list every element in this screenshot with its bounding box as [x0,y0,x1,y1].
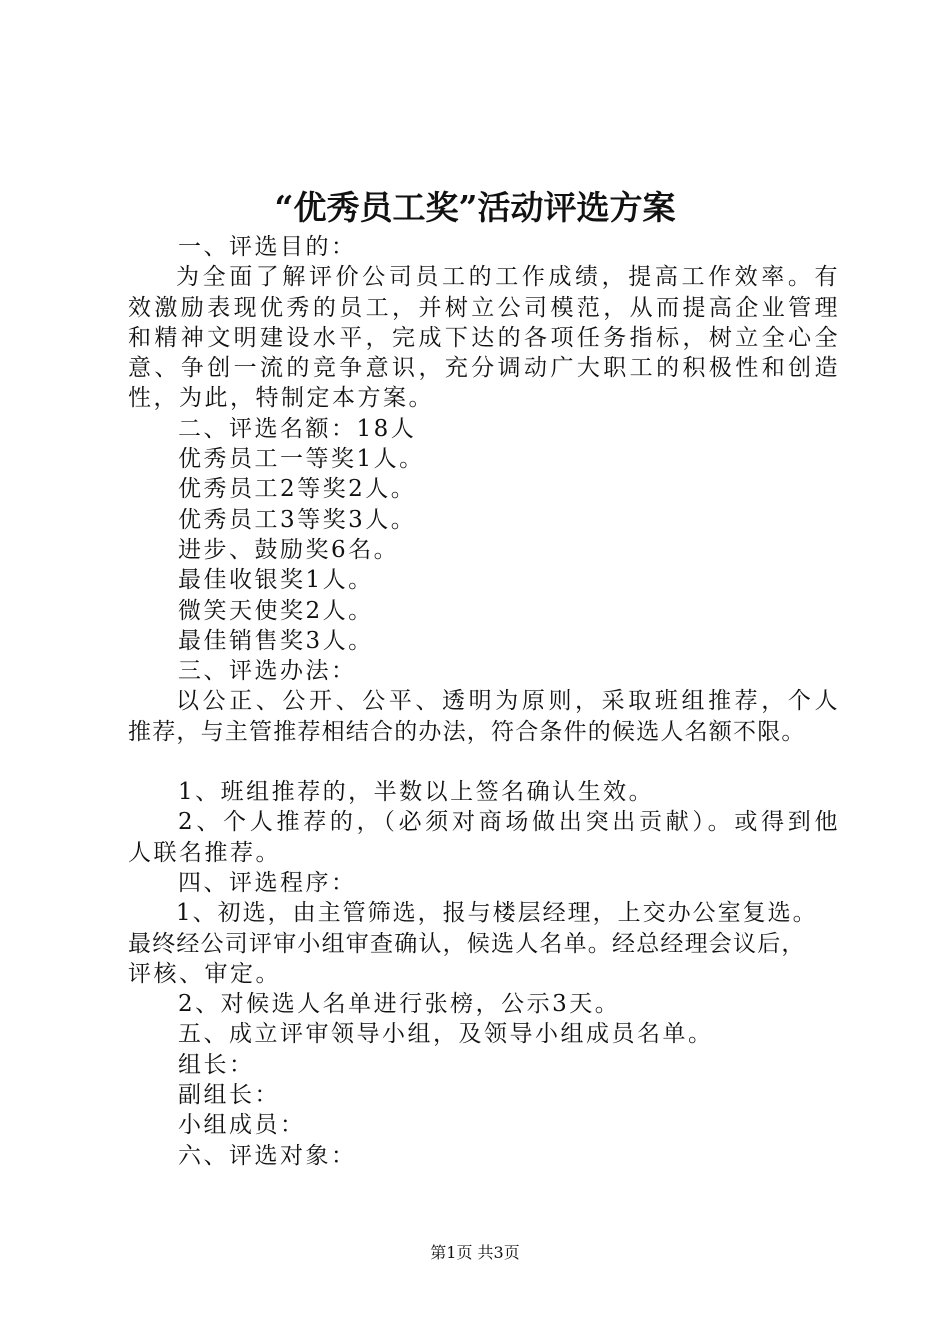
award-item: 优秀员工一等奖1人。 [178,446,425,473]
award-item: 微笑天使奖2人。 [178,597,374,624]
document-title: “优秀员工奖”活动评选方案 [274,188,676,227]
section-heading-targets: 六、评选对象： [178,1142,357,1169]
award-item: 最佳收银奖1人。 [178,567,374,594]
procedure-item: 1、初选，由主管筛选，报与楼层经理，上交办公室复选。 [176,900,818,927]
committee-deputy: 副组长： [178,1082,280,1109]
paragraph-line: 为全面了解评价公司员工的工作成绩，提高工作效率。有 [176,264,840,291]
paragraph-line: 以公正、公开、公平、透明为原则，采取班组推荐，个人 [176,688,840,715]
paragraph-line: 性，为此，特制定本方案。 [128,385,434,412]
award-item: 最佳销售奖3人。 [178,627,374,654]
paragraph-line: 评核、审定。 [128,960,281,987]
committee-members: 小组成员： [178,1112,306,1139]
award-item: 优秀员工2等奖2人。 [178,476,417,503]
paragraph-line: 意、争创一流的竞争意识，充分调动广大职工的积极性和创造 [128,355,840,382]
award-item: 优秀员工3等奖3人。 [178,506,417,533]
document-body [128,232,840,1171]
page-number: 第1页 共3页 [430,1243,520,1262]
paragraph-line: 最终经公司评审小组审查确认，候选人名单。经总经理会议后， [128,930,806,957]
blank-line [128,747,840,777]
method-item: 1、班组推荐的，半数以上签名确认生效。 [178,779,655,806]
award-item: 进步、鼓励奖6名。 [178,536,400,563]
section-heading-method: 三、评选办法： [178,658,357,685]
paragraph-line: 人联名推荐。 [128,839,281,866]
section-heading-purpose: 一、评选目的： [178,234,357,260]
paragraph-line: 推荐，与主管推荐相结合的办法，符合条件的候选人名额不限。 [128,718,806,745]
section-heading-committee: 五、成立评审领导小组，及领导小组成员名单。 [178,1021,714,1048]
paragraph-line: 效激励表现优秀的员工，并树立公司模范，从而提高企业管理 [128,294,840,321]
procedure-item: 2、对候选人名单进行张榜，公示3天。 [178,991,621,1018]
method-item: 2、个人推荐的，（必须对商场做出突出贡献）。或得到他 [178,809,840,836]
section-heading-quota: 二、评选名额：18人 [178,415,417,442]
paragraph-line: 和精神文明建设水平，完成下达的各项任务指标，树立全心全 [128,324,840,351]
section-heading-procedure: 四、评选程序： [178,869,357,896]
committee-leader: 组长： [178,1051,255,1078]
